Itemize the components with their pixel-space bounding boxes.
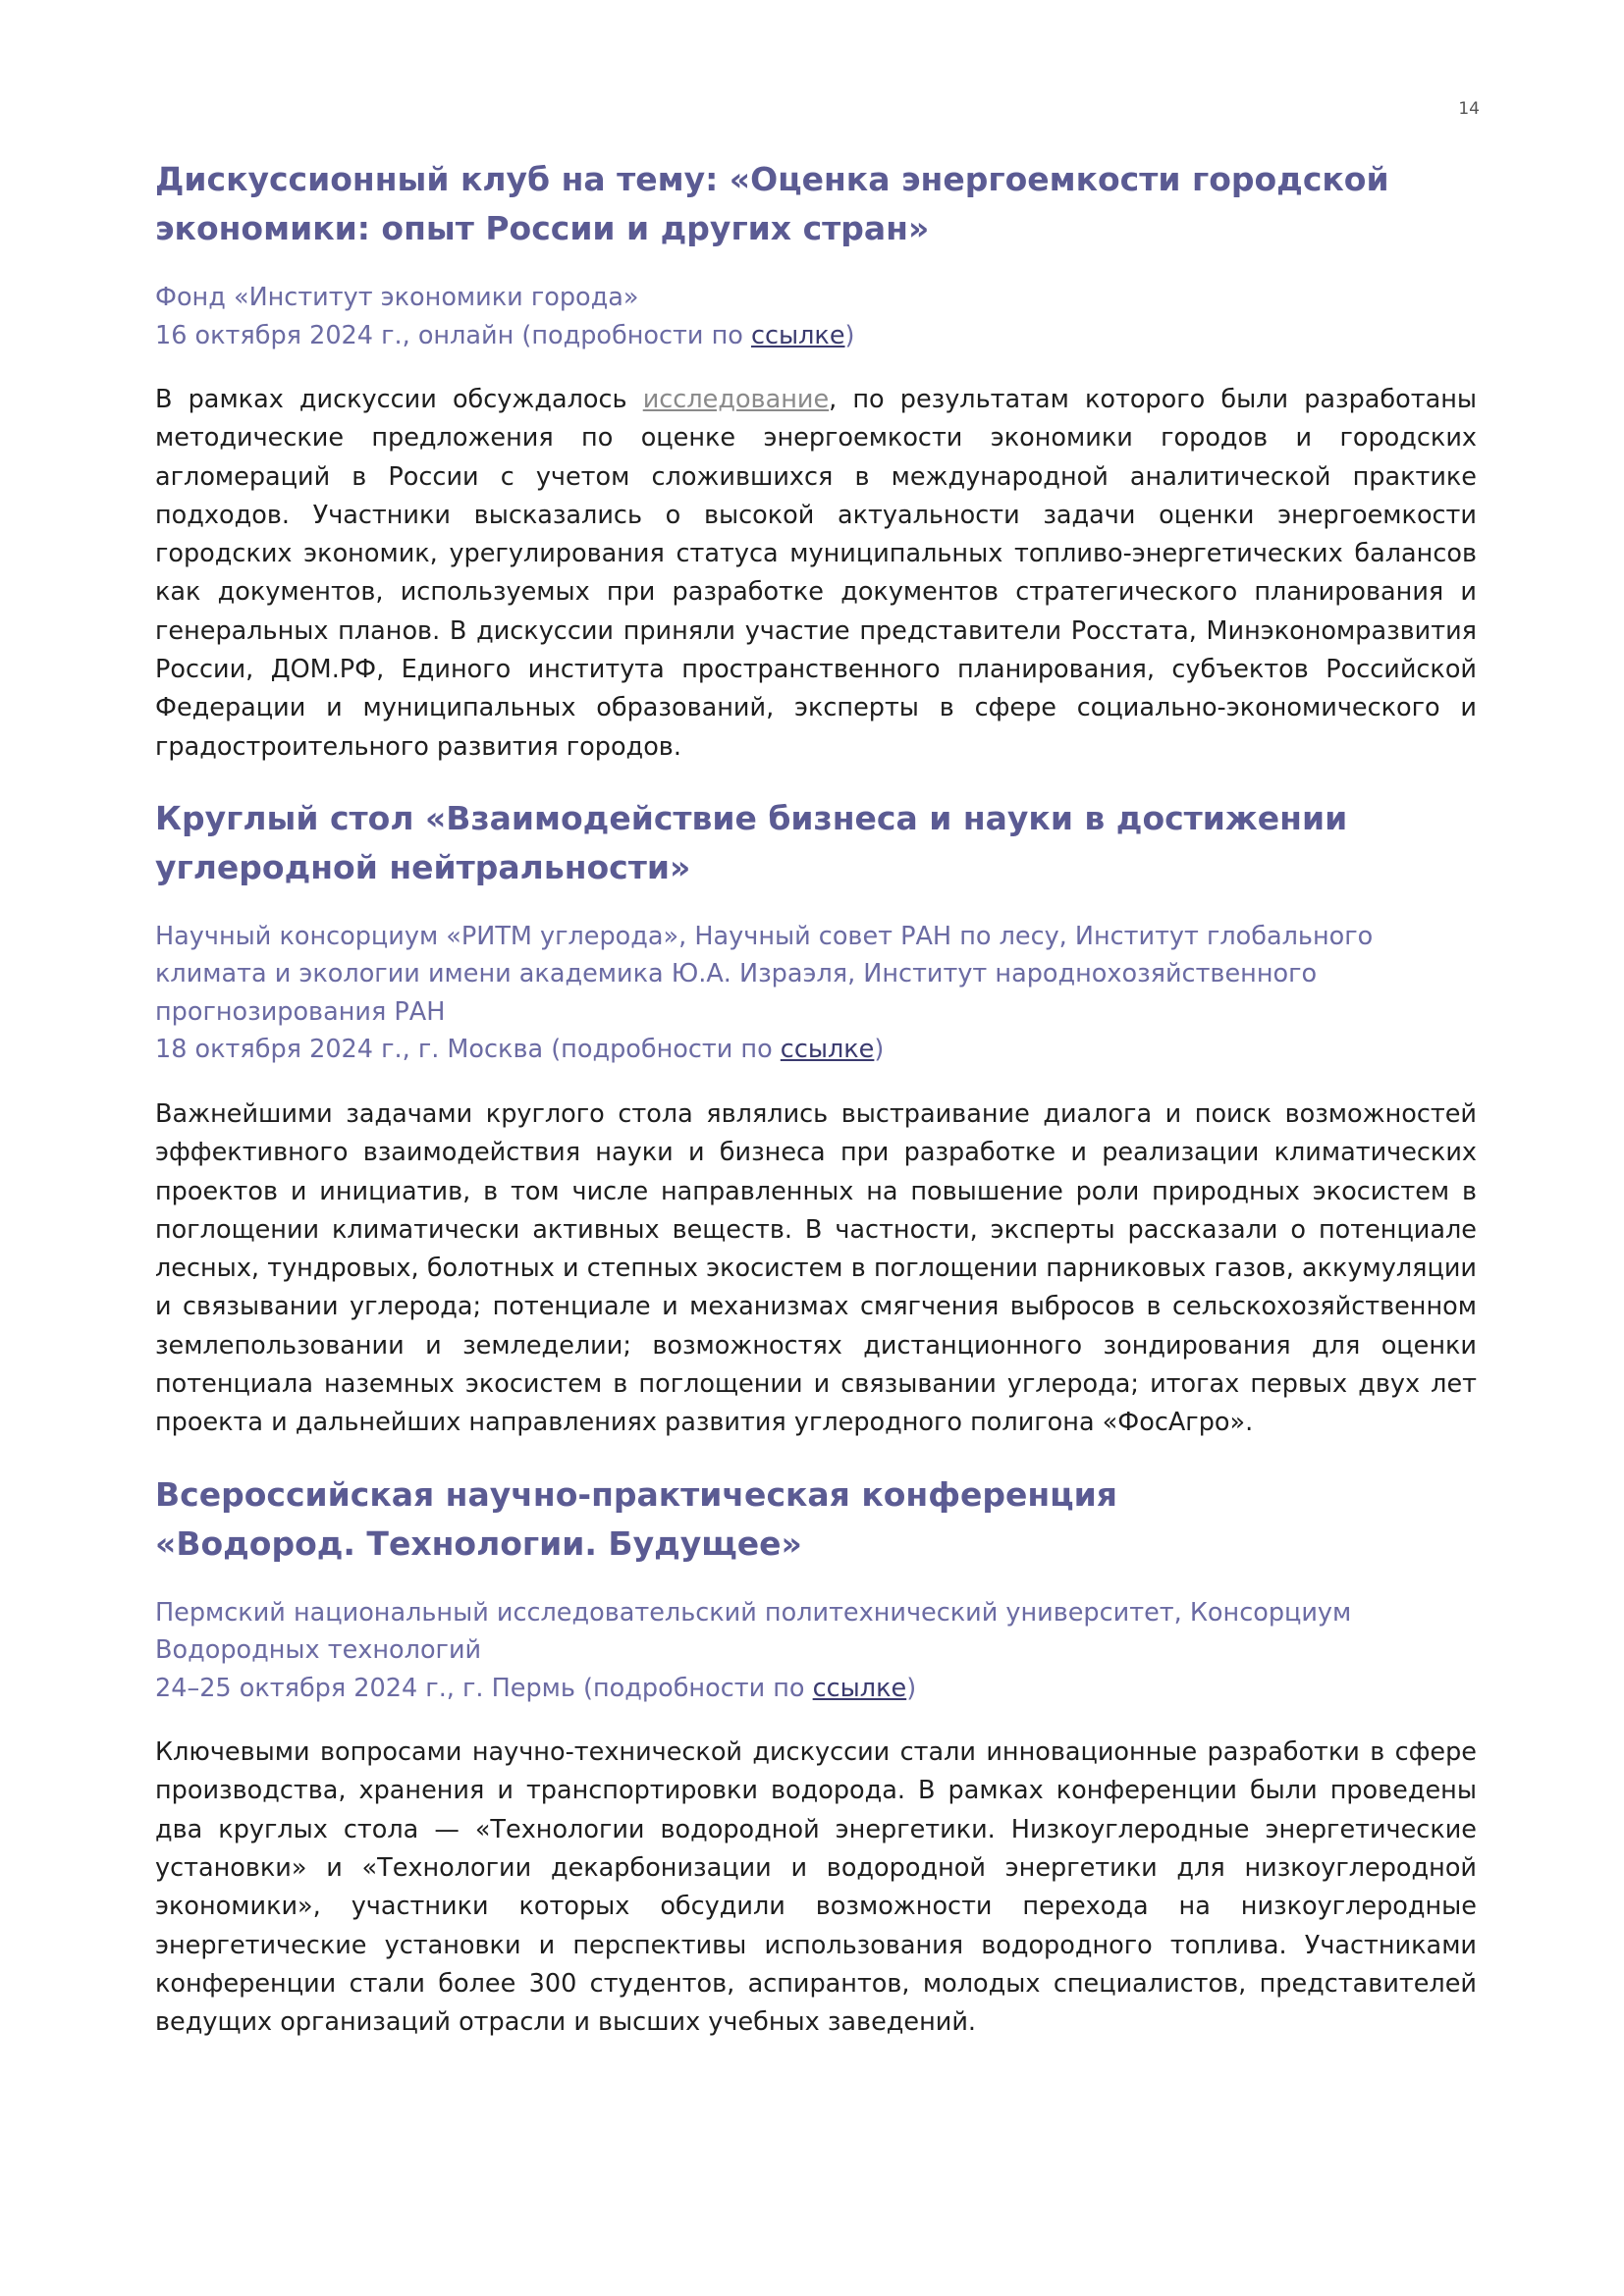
event-description: Ключевыми вопросами научно-технической дискуссии стали инновационные разработки в сфере производства, хранения и транспортировки водорода. В рамках конференции были проведены два круглых стола — «Технологии водородной энергетики. Низкоуглеродные энергетические установки» и «Технологии декарбонизации и водородной энергетики для низкоуглеродной экономики», участники которых обсудили возможности перехода на низкоуглеродные энергетические установки и перспективы использования водородного топлива. Участниками конференции стали более 300 студентов, аспирантов, молодых специалистов, представителей ведущих организаций отрасли и высших учебных заведений. <box>155 1737 1477 2038</box>
event-date-line <box>155 317 1477 355</box>
event-organizers: Пермский национальный исследовательский политехнический университет, Консорциум Водородных технологий <box>155 1597 1352 1666</box>
event-date-suffix: ) <box>844 320 855 350</box>
details-link[interactable]: ссылке <box>750 320 845 350</box>
event-date-suffix: ) <box>906 1673 917 1703</box>
research-link[interactable]: исследование <box>642 385 830 414</box>
section-title: Круглый стол «Взаимодействие бизнеса и науки в достижении углеродной нейтральности» <box>155 798 1348 886</box>
event-date-line <box>155 1670 1477 1708</box>
event-organizers: Научный консорциум «РИТМ углерода», Научный совет РАН по лесу, Институт глобального климата и экологии имени академика Ю.А. Израэля, Институт народнохозяйственного прогнозирования РАН <box>155 921 1374 1027</box>
page-number: 14 <box>1458 99 1480 119</box>
event-date: 24–25 октября 2024 г., г. Пермь (подробности по <box>155 1673 813 1703</box>
section-title: Дискуссионный клуб на тему: «Оценка энергоемкости городской экономики: опыт России и других стран» <box>155 160 1389 247</box>
event-date-line <box>155 1031 1477 1069</box>
description-text-start: В рамках дискуссии обсуждалось <box>155 385 643 414</box>
event-section-round-table <box>155 794 1477 1443</box>
event-date: 16 октября 2024 г., онлайн (подробности по <box>155 320 751 350</box>
event-section-hydrogen-conference <box>155 1470 1477 2043</box>
event-description: Важнейшими задачами круглого стола являлись выстраивание диалога и поиск возможностей эффективного взаимодействия науки и бизнеса при разработке и реализации климатических проектов и инициатив, в том числе направленных на повышение роли природных экосистем в поглощении климатически активных веществ. В частности, эксперты рассказали о потенциале лесных, тундровых, болотных и степных экосистем в поглощении парниковых газов, аккумуляции и связывании углерода; потенциале и механизмах смягчения выбросов в сельскохозяйственном землепользовании и земледелии; возможностях дистанционного зондирования для оценки потенциала наземных экосистем в поглощении и связывании углерода; итогах первых двух лет проекта и дальнейших направлениях развития углеродного полигона «ФосАгро». <box>155 1098 1477 1438</box>
details-link[interactable]: ссылке <box>812 1673 907 1703</box>
details-link[interactable]: ссылке <box>780 1035 875 1065</box>
event-meta <box>155 279 1477 354</box>
event-section-energy-club <box>155 155 1477 767</box>
event-description <box>155 381 1477 767</box>
event-meta <box>155 918 1477 1069</box>
section-title-line-2: «Водород. Технологии. Будущее» <box>155 1523 802 1563</box>
section-title-line-1: Всероссийская научно-практическая конференция <box>155 1474 1117 1514</box>
event-date-suffix: ) <box>874 1035 885 1065</box>
event-date: 18 октября 2024 г., г. Москва (подробности по <box>155 1035 781 1065</box>
description-text-rest: , по результатам которого были разработаны методические предложения по оценке энергоемкости экономики городов и городских агломераций в России с учетом сложившихся в международной аналитической практике подходов. Участники высказались о высокой актуальности задачи оценки энергоемкости городских экономик, урегулирования статуса муниципальных топливо-энергетических балансов как документов, используемых при разработке документов стратегического планирования и генеральных планов. В дискуссии приняли участие представители Росстата, Минэкономразвития России, ДОМ.РФ, Единого института пространственного планирования, субъектов Российской Федерации и муниципальных образований, эксперты в сфере социально-экономического и градостроительного развития городов. <box>155 385 1478 762</box>
section-title <box>155 1470 1477 1569</box>
event-meta <box>155 1594 1477 1708</box>
event-organizers: Фонд «Институт экономики города» <box>155 283 639 312</box>
document-content <box>155 155 1477 2070</box>
